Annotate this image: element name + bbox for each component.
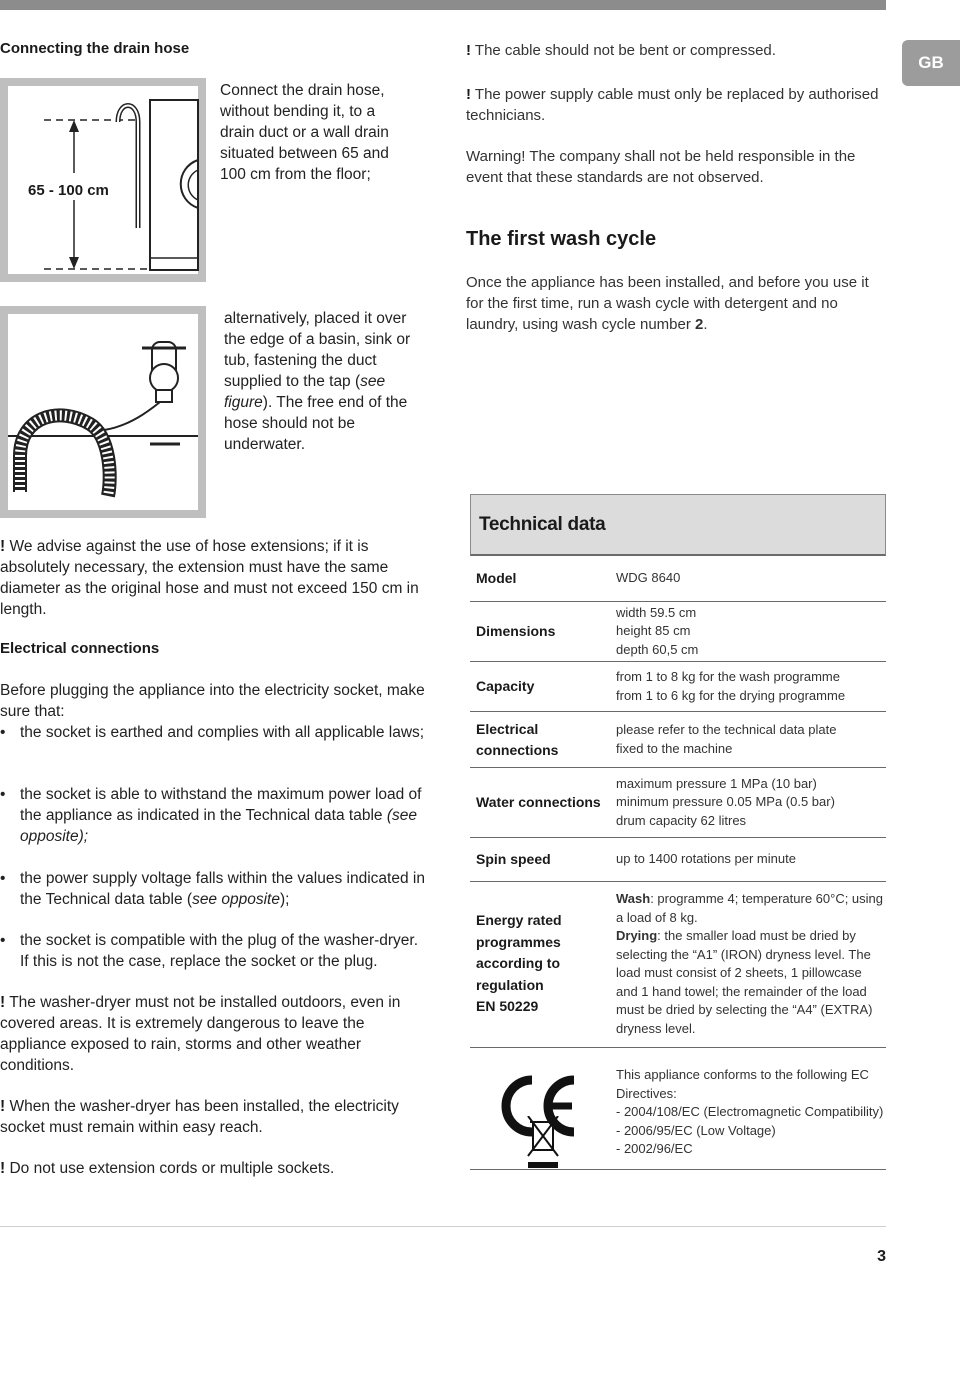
- first-wash-text: Once the appliance has been installed, and before you use it for the first time, run a wash cycle with detergent and no laundry, using wash cycle number 2.: [466, 274, 869, 333]
- electrical-bullet-3: • the power supply voltage falls within the values indicated in the Technical data table (see opposite);: [0, 868, 426, 910]
- electrical-bullet-2: • the socket is able to withstand the maximum power load of the appliance as indicated in the Technical data table (see opposite);: [0, 784, 426, 847]
- table-row-capacity: Capacity from 1 to 8 kg for the wash programme from 1 to 6 kg for the drying programme: [470, 662, 886, 712]
- hose-extension-warning: ! We advise against the use of hose extensions; if it is absolutely necessary, the extension must have the same diameter as the original hose and must not exceed 150 cm in length.: [0, 538, 419, 618]
- table-row-water: Water connections maximum pressure 1 MPa (10 bar) minimum pressure 0.05 MPa (0.5 bar) drum capacity 62 litres: [470, 768, 886, 838]
- wall-drain-illustration: [0, 78, 206, 282]
- cable-warning-1: ! The cable should not be bent or compressed.: [466, 42, 776, 59]
- cable-warning-2: ! The power supply cable must only be replaced by authorised technicians.: [466, 86, 879, 124]
- electrical-intro: Before plugging the appliance into the electricity socket, make sure that:: [0, 682, 425, 720]
- electrical-warning-1: ! The washer-dryer must not be installed outdoors, even in covered areas. It is extremely dangerous to leave the appliance exposed to rain, storms and other weather conditions.: [0, 994, 401, 1074]
- figure-wall-drain: [0, 78, 206, 282]
- top-bar: [0, 0, 886, 10]
- electrical-bullet-1: • the socket is earthed and complies with all applicable laws;: [0, 722, 426, 743]
- page-number: 3: [877, 1248, 886, 1265]
- electrical-warning-2: ! When the washer-dryer has been installed, the electricity socket must remain within easy reach.: [0, 1098, 399, 1136]
- table-row-ce: This appliance conforms to the following EC Directives: - 2004/108/EC (Electromagnetic Compatibility) - 2006/95/EC (Low Voltage) - 2002/96/EC: [470, 1048, 886, 1170]
- basin-drain-illustration: [0, 306, 206, 518]
- drain-text-2: alternatively, placed it over the edge of a basin, sink or tub, fastening the duct supplied to the tap (see figure). The free end of the hose should not be underwater.: [224, 310, 411, 453]
- first-wash-heading: The first wash cycle: [466, 228, 657, 250]
- table-row-energy: Energy rated programmes according to regulation EN 50229 Wash: programme 4; temperature 60°C; using a load of 8 kg. Drying: the smaller load must be dried by selecting the “A1” (IRON) dryness level. The load must consist of 2 sheets, 1 pillowcase and 1 hand towel; the remainder of the load must be dried by selecting the “A4” (EXTRA) dryness level.: [470, 882, 886, 1048]
- table-row-spin: Spin speed up to 1400 rotations per minute: [470, 838, 886, 882]
- electrical-bullet-4: • the socket is compatible with the plug of the washer-dryer. If this is not the case, replace the socket or the plug.: [0, 930, 426, 972]
- table-title: Technical data: [470, 494, 886, 556]
- table-row-electrical: Electrical connections please refer to the technical data plate fixed to the machine: [470, 712, 886, 768]
- table-row-dimensions: Dimensions width 59.5 cm height 85 cm depth 60,5 cm: [470, 602, 886, 662]
- weee-bin-icon: [526, 1116, 560, 1170]
- language-badge: GB: [902, 40, 960, 86]
- figure-basin-drain: [0, 306, 206, 518]
- electrical-heading: Electrical connections: [0, 640, 160, 657]
- technical-data-table: [470, 494, 886, 1170]
- footer-rule: [0, 1226, 886, 1227]
- table-row-model: Model WDG 8640: [470, 556, 886, 602]
- height-range-label: 65 - 100 cm: [28, 182, 109, 199]
- electrical-warning-3: ! Do not use extension cords or multiple sockets.: [0, 1160, 335, 1177]
- drain-heading: Connecting the drain hose: [0, 40, 190, 57]
- liability-warning: Warning! The company shall not be held responsible in the event that these standards are not observed.: [466, 148, 856, 186]
- drain-text-1: Connect the drain hose, without bending it, to a drain duct or a wall drain situated between 65 and 100 cm from the floor;: [220, 82, 389, 183]
